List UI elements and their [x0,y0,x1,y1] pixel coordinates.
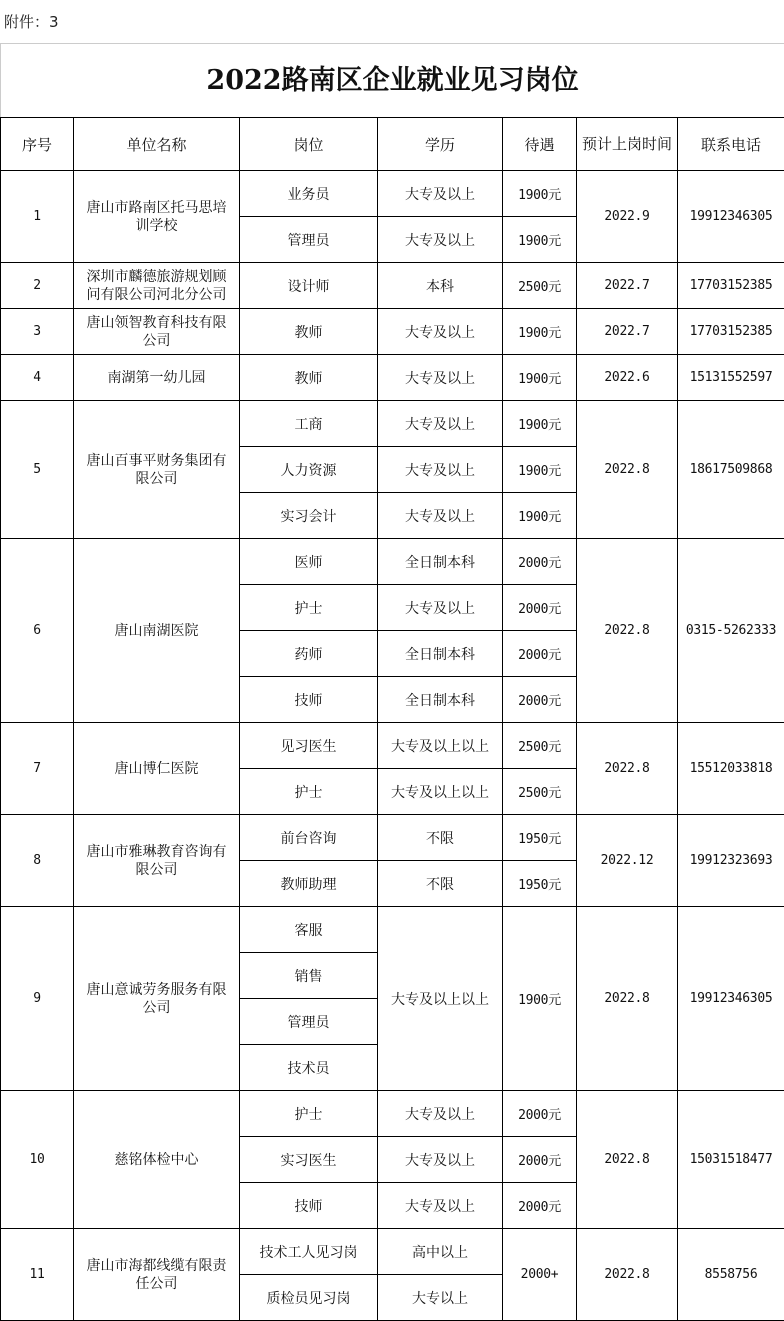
table-row [1,355,784,401]
phone-number: 0315-5262333 [678,539,784,723]
education: 大专及以上以上 [378,723,503,769]
table-row [1,1229,784,1275]
position-title: 设计师 [240,263,378,309]
position-title: 技师 [240,677,378,723]
pay: 1900元 [503,309,577,355]
pay: 1900元 [503,171,577,217]
company-name [74,309,240,355]
row-number: 10 [1,1091,74,1229]
position-title: 前台咨询 [240,815,378,861]
education: 大专及以上 [378,217,503,263]
education: 大专以上 [378,1275,503,1321]
header-no: 序号 [1,118,74,171]
pay: 1900元 [503,217,577,263]
header-phone: 联系电话 [678,118,784,171]
position-title: 护士 [240,769,378,815]
pay: 1900元 [503,401,577,447]
pay: 1950元 [503,861,577,907]
row-number: 4 [1,355,74,401]
table-row [1,401,784,447]
education: 大专及以上 [378,309,503,355]
position-title: 客服 [240,907,378,953]
phone-number: 15512033818 [678,723,784,815]
table-row [1,171,784,217]
table-header-row [1,118,784,171]
position-title: 管理员 [240,999,378,1045]
position-title: 医师 [240,539,378,585]
education: 全日制本科 [378,677,503,723]
position-title: 技师 [240,1183,378,1229]
row-number: 9 [1,907,74,1091]
pay: 2000元 [503,677,577,723]
table-row [1,815,784,861]
company-name-text: 南湖第一幼儿园 [107,369,206,386]
pay: 2000元 [503,539,577,585]
position-title: 管理员 [240,217,378,263]
company-name-text: 唐山市海都线缆有限责任公司 [86,1257,227,1292]
company-name [74,1091,240,1229]
education: 大专及以上以上 [378,907,503,1091]
position-title: 实习医生 [240,1137,378,1183]
phone-number: 8558756 [678,1229,784,1321]
row-number: 11 [1,1229,74,1321]
company-name [74,401,240,539]
start-date: 2022.8 [577,1091,678,1229]
company-name [74,355,240,401]
start-date: 2022.8 [577,723,678,815]
pay: 2500元 [503,723,577,769]
pay: 2000元 [503,1091,577,1137]
header-position: 岗位 [240,118,378,171]
start-date: 2022.7 [577,263,678,309]
education: 不限 [378,861,503,907]
phone-number: 19912323693 [678,815,784,907]
position-title: 实习会计 [240,493,378,539]
phone-number: 19912346305 [678,907,784,1091]
company-name-text: 唐山市雅琳教育咨询有限公司 [86,843,227,878]
education: 高中以上 [378,1229,503,1275]
position-title: 销售 [240,953,378,999]
company-name [74,171,240,263]
company-name-text: 唐山意诚劳务服务有限公司 [86,981,227,1016]
row-number: 6 [1,539,74,723]
position-title: 护士 [240,585,378,631]
education: 不限 [378,815,503,861]
pay: 1900元 [503,447,577,493]
table-row [1,539,784,585]
start-date: 2022.8 [577,1229,678,1321]
education: 大专及以上 [378,447,503,493]
start-date: 2022.7 [577,309,678,355]
education: 大专及以上 [378,1091,503,1137]
start-date: 2022.9 [577,171,678,263]
internship-table [0,117,784,1321]
pay: 1900元 [503,355,577,401]
company-name [74,1229,240,1321]
pay: 2500元 [503,263,577,309]
company-name-text: 唐山领智教育科技有限公司 [86,314,227,349]
row-number: 1 [1,171,74,263]
pay: 2000元 [503,585,577,631]
pay: 1950元 [503,815,577,861]
position-title: 人力资源 [240,447,378,493]
position-title: 药师 [240,631,378,677]
position-title: 业务员 [240,171,378,217]
position-title: 教师 [240,309,378,355]
row-number: 5 [1,401,74,539]
start-date: 2022.6 [577,355,678,401]
table-row [1,907,784,953]
table-row [1,1091,784,1137]
company-name [74,263,240,309]
company-name [74,815,240,907]
company-name-text: 唐山南湖医院 [114,622,199,639]
row-number: 7 [1,723,74,815]
company-name [74,907,240,1091]
education: 大专及以上 [378,1183,503,1229]
table-row [1,723,784,769]
company-name-text: 唐山百事平财务集团有限公司 [86,452,227,487]
position-title: 工商 [240,401,378,447]
start-date: 2022.8 [577,401,678,539]
header-start-date: 预计上岗时间 [577,118,678,171]
pay: 1900元 [503,493,577,539]
phone-number: 15131552597 [678,355,784,401]
position-title: 质检员见习岗 [240,1275,378,1321]
education: 本科 [378,263,503,309]
pay: 2000元 [503,1137,577,1183]
company-name-text: 慈铭体检中心 [114,1151,199,1168]
pay: 2000+ [503,1229,577,1321]
position-title: 教师 [240,355,378,401]
phone-number: 17703152385 [678,309,784,355]
education: 全日制本科 [378,631,503,677]
education: 大专及以上以上 [378,769,503,815]
position-title: 教师助理 [240,861,378,907]
education: 全日制本科 [378,539,503,585]
company-name-text: 深圳市麟德旅游规划顾问有限公司河北分公司 [86,268,227,303]
education: 大专及以上 [378,355,503,401]
phone-number: 17703152385 [678,263,784,309]
table-row [1,263,784,309]
position-title: 技术员 [240,1045,378,1091]
company-name [74,723,240,815]
page-title: 2022路南区企业就业见习岗位 [0,44,784,117]
pay: 2000元 [503,631,577,677]
header-pay: 待遇 [503,118,577,171]
education: 大专及以上 [378,493,503,539]
start-date: 2022.8 [577,907,678,1091]
phone-number: 19912346305 [678,171,784,263]
education: 大专及以上 [378,585,503,631]
header-education: 学历 [378,118,503,171]
company-name-text: 唐山市路南区托马思培训学校 [86,199,227,234]
table-row [1,309,784,355]
company-name-text: 唐山博仁医院 [114,760,199,777]
company-name [74,539,240,723]
phone-number: 15031518477 [678,1091,784,1229]
pay: 2500元 [503,769,577,815]
row-number: 8 [1,815,74,907]
pay: 2000元 [503,1183,577,1229]
row-number: 2 [1,263,74,309]
position-title: 技术工人见习岗 [240,1229,378,1275]
position-title: 见习医生 [240,723,378,769]
start-date: 2022.12 [577,815,678,907]
education: 大专及以上 [378,171,503,217]
pay: 1900元 [503,907,577,1091]
education: 大专及以上 [378,401,503,447]
row-number: 3 [1,309,74,355]
education: 大专及以上 [378,1137,503,1183]
start-date: 2022.8 [577,539,678,723]
attachment-label: 附件：3 [0,0,784,44]
header-company: 单位名称 [74,118,240,171]
position-title: 护士 [240,1091,378,1137]
phone-number: 18617509868 [678,401,784,539]
